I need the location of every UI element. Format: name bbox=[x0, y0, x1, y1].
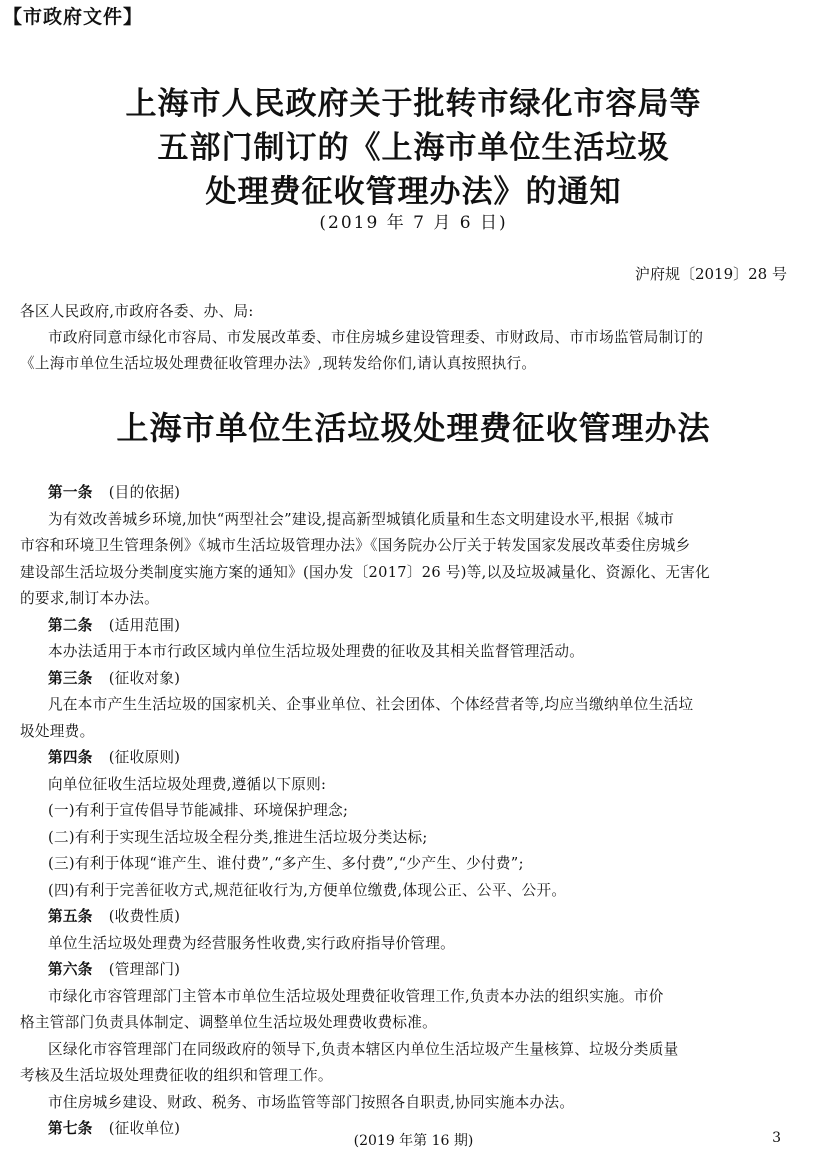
paragraph-line: 格主管部门负责具体制定、调整单位生活垃圾处理费收费标准。 bbox=[20, 1014, 438, 1031]
paragraph-line: 圾处理费。 bbox=[20, 722, 95, 740]
notice-title-line-2: 五部门制订的《上海市单位生活垃圾 bbox=[157, 130, 670, 166]
notice-body-line: 《上海市单位生活垃圾处理费征收管理办法》,现转发给你们,请认真按照执行。 bbox=[20, 355, 537, 372]
paragraph-line: 市绿化市容管理部门主管本市单位生活垃圾处理费征收管理工作,负责本办法的组织实施。市价 bbox=[48, 987, 664, 1005]
article-subject: (征收单位) bbox=[108, 1120, 181, 1137]
document-number: 沪府规〔2019〕28 号 bbox=[634, 265, 787, 283]
paragraph-line: 考核及生活垃圾处理费征收的组织和管理工作。 bbox=[20, 1067, 333, 1084]
paragraph-line: (四)有利于完善征收方式,规范征收行为,方便单位缴费,体现公正、公平、公开。 bbox=[48, 881, 567, 899]
article-heading bbox=[48, 746, 180, 767]
article-number: 第三条 bbox=[48, 669, 93, 687]
article-subject: (管理部门) bbox=[108, 961, 181, 978]
article-subject: (收费性质) bbox=[108, 908, 181, 925]
paragraph-line: (二)有利于实现生活垃圾全程分类,推进生活垃圾分类达标; bbox=[48, 828, 428, 846]
paragraph-line: 市住房城乡建设、财政、税务、市场监管等部门按照各自职责,协同实施本办法。 bbox=[48, 1093, 575, 1111]
article-number: 第七条 bbox=[48, 1120, 93, 1137]
paragraph-line: 单位生活垃圾处理费为经营服务性收费,实行政府指导价管理。 bbox=[48, 934, 456, 952]
article-number: 第四条 bbox=[48, 749, 93, 766]
page-number: 3 bbox=[772, 1130, 781, 1146]
article-heading bbox=[48, 905, 180, 926]
notice-title-line-1: 上海市人民政府关于批转市绿化市容局等 bbox=[125, 86, 702, 122]
notice-title-line-3: 处理费征收管理办法》的通知 bbox=[205, 174, 622, 210]
paragraph-line: 本办法适用于本市行政区域内单位生活垃圾处理费的征收及其相关监督管理活动。 bbox=[48, 643, 585, 660]
regulation-title: 上海市单位生活垃圾处理费征收管理办法 bbox=[116, 409, 711, 447]
article-heading bbox=[48, 667, 180, 688]
article-number: 第一条 bbox=[48, 484, 93, 501]
paragraph-line: 的要求,制订本办法。 bbox=[20, 590, 159, 607]
article-subject: (目的依据) bbox=[108, 484, 181, 501]
article-number: 第二条 bbox=[48, 616, 93, 634]
notice-date: (2019 年 7 月 6 日) bbox=[319, 213, 508, 233]
paragraph-line: 向单位征收生活垃圾处理费,遵循以下原则: bbox=[48, 775, 327, 793]
paragraph-line: 区绿化市容管理部门在同级政府的领导下,负责本辖区内单位生活垃圾产生量核算、垃圾分类质量 bbox=[48, 1040, 679, 1058]
paragraph-line: 建设部生活垃圾分类制度实施方案的通知》(国办发〔2017〕26 号)等,以及垃圾减量化、资源化、无害化 bbox=[20, 563, 711, 581]
issue-number: (2019 年第 16 期) bbox=[353, 1133, 474, 1149]
article-number: 第五条 bbox=[48, 908, 93, 925]
article-subject: (适用范围) bbox=[108, 616, 181, 634]
document-category-tag: 【市政府文件】 bbox=[3, 6, 144, 28]
paragraph-line: 凡在本市产生生活垃圾的国家机关、企事业单位、社会团体、个体经营者等,均应当缴纳单位生活垃 bbox=[48, 696, 694, 713]
article-number: 第六条 bbox=[48, 961, 93, 978]
article-heading bbox=[48, 958, 180, 979]
article-heading bbox=[48, 481, 180, 502]
article-subject: (征收原则) bbox=[108, 749, 181, 766]
paragraph-line: (三)有利于体现“谁产生、谁付费”,“多产生、多付费”,“少产生、少付费”; bbox=[48, 855, 524, 872]
notice-body-line: 市政府同意市绿化市容局、市发展改革委、市住房城乡建设管理委、市财政局、市市场监管局制订的 bbox=[48, 329, 704, 346]
salutation: 各区人民政府,市政府各委、办、局: bbox=[20, 303, 254, 320]
paragraph-line: 市容和环境卫生管理条例》《城市生活垃圾管理办法》《国务院办公厅关于转发国家发展改革委住房城乡 bbox=[20, 537, 691, 554]
paragraph-line: (一)有利于宣传倡导节能减排、环境保护理念; bbox=[48, 802, 349, 819]
article-heading bbox=[48, 614, 180, 635]
paragraph-line: 为有效改善城乡环境,加快“两型社会”建设,提高新型城镇化质量和生态文明建设水平,根据《城市 bbox=[48, 510, 675, 528]
article-subject: (征收对象) bbox=[108, 669, 181, 687]
